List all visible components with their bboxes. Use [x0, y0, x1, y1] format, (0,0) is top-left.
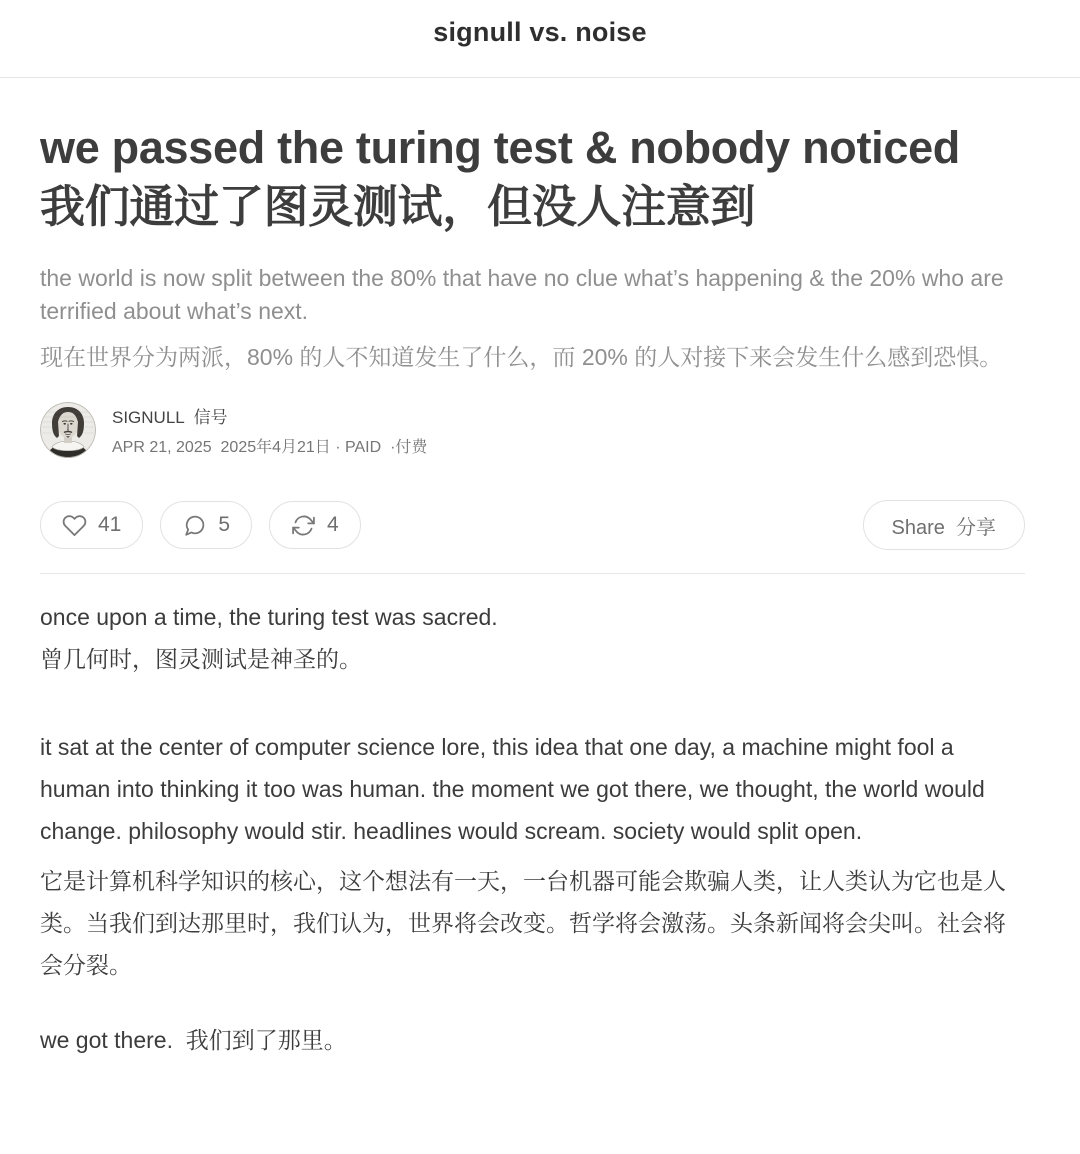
- paragraph-2-en: it sat at the center of computer science lore, this idea that one day, a machine might fool a human into thinking it too was human. the moment we got there, we thought, the world would change. philosophy would stir. headlines would scream. society would split open.: [40, 734, 985, 844]
- publication-title[interactable]: signull vs. noise: [433, 17, 647, 47]
- content-divider: [40, 573, 1025, 574]
- comment-button[interactable]: [160, 501, 252, 549]
- like-button[interactable]: [40, 501, 143, 549]
- post-subtitle: [40, 262, 1025, 374]
- restack-button[interactable]: [269, 501, 361, 549]
- author-avatar[interactable]: [40, 402, 96, 458]
- comment-count: 5: [218, 513, 231, 536]
- post-subtitle-zh: 现在世界分为两派，80% 的人不知道发生了什么，而 20% 的人对接下来会发生什么感到恐惧。: [40, 344, 1003, 370]
- post-action-bar: [40, 500, 1025, 550]
- byline: [40, 402, 1025, 458]
- heart-icon: [62, 513, 87, 538]
- like-count: 41: [98, 513, 122, 536]
- speech-bubble-icon: [182, 513, 207, 538]
- publication-header: [0, 0, 1080, 78]
- post-title: [40, 118, 1025, 236]
- post-title-en: we passed the turing test & nobody noticed: [40, 122, 960, 173]
- author-name[interactable]: SIGNULL 信号: [112, 408, 228, 427]
- paragraph-1-en: once upon a time, the turing test was sacred.: [40, 604, 498, 630]
- post-title-zh: 我们通过了图灵测试，但没人注意到: [40, 181, 756, 232]
- byline-text: [112, 403, 427, 457]
- share-label: Share 分享: [891, 516, 996, 539]
- restack-count: 4: [327, 513, 339, 536]
- paragraph-2-zh: 它是计算机科学知识的核心，这个想法有一天，一台机器可能会欺骗人类，让人类认为它也是人类。当我们到达那里时，我们认为，世界将会改变。哲学将会激荡。头条新闻将会尖叫。社会将会分裂。: [40, 868, 1006, 978]
- engraved-portrait-avatar-icon: [40, 402, 96, 458]
- post-body: [40, 596, 1025, 1061]
- paragraph-3: we got there. 我们到了那里。: [40, 1027, 347, 1053]
- post-page: [0, 118, 1080, 1081]
- post-subtitle-en: the world is now split between the 80% that have no clue what’s happening & the 20% who are terrified about what’s next.: [40, 265, 1004, 324]
- post-date-line: APR 21, 2025 2025年4月21日 · PAID ·付费: [112, 439, 428, 456]
- share-button[interactable]: [863, 500, 1025, 550]
- restack-cycle-icon: [291, 513, 316, 538]
- paragraph-1-zh: 曾几何时，图灵测试是神圣的。: [40, 646, 362, 672]
